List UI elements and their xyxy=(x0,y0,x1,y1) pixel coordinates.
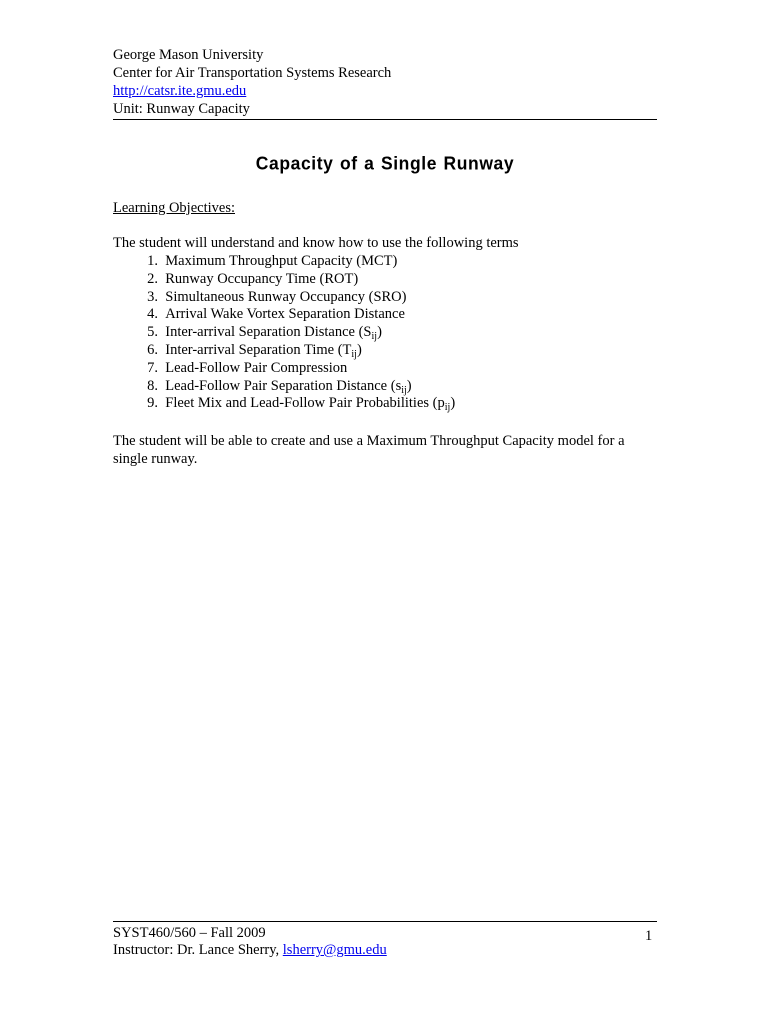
course-label: SYST460/560 – Fall 2009 xyxy=(113,925,266,941)
list-item-text: Simultaneous Runway Occupancy (SRO) xyxy=(165,288,407,305)
list-item-text: Lead-Follow Pair Compression xyxy=(165,359,348,376)
list-item-number: 7. xyxy=(147,359,158,376)
list-item-text: Arrival Wake Vortex Separation Distance xyxy=(165,306,405,323)
unit-label: Unit: Runway Capacity xyxy=(113,101,250,117)
list-item xyxy=(113,271,657,289)
list-item xyxy=(113,253,657,271)
list-item xyxy=(113,289,657,307)
list-item xyxy=(113,395,657,413)
instructor-email-link[interactable]: lsherry@gmu.edu xyxy=(282,942,387,958)
list-item-suffix: ) xyxy=(377,324,382,341)
subscript: ij xyxy=(401,384,407,396)
list-item-text: Fleet Mix and Lead-Follow Pair Probabilities (p xyxy=(165,395,445,412)
list-item-text: Inter-arrival Separation Distance (S xyxy=(165,324,372,341)
list-item-number: 5. xyxy=(147,324,158,341)
list-item-text: Runway Occupancy Time (ROT) xyxy=(165,270,359,287)
list-item-number: 1. xyxy=(147,253,158,269)
list-item-suffix: ) xyxy=(356,341,362,358)
list-item xyxy=(113,342,657,360)
list-item-text: Lead-Follow Pair Separation Distance (s xyxy=(165,377,402,394)
center-url-link[interactable]: http://catsr.ite.gmu.edu xyxy=(113,83,247,99)
list-item-suffix: ) xyxy=(406,377,412,394)
closing-paragraph: The student will be able to create and use a Maximum Throughput Capacity model for a single runway. xyxy=(113,433,625,467)
list-item-number: 4. xyxy=(147,306,158,323)
center-name: Center for Air Transportation Systems Research xyxy=(113,65,392,81)
list-item-text: Maximum Throughput Capacity (MCT) xyxy=(165,253,398,269)
list-item-number: 9. xyxy=(147,395,158,412)
list-item-text: Inter-arrival Separation Time (T xyxy=(165,341,352,358)
list-item-number: 6. xyxy=(147,341,158,358)
subscript: ij xyxy=(371,331,378,343)
document-title: Capacity of a Single Runway xyxy=(255,152,515,174)
page-header xyxy=(113,46,657,118)
list-item-suffix: ) xyxy=(450,395,456,412)
list-item-number: 2. xyxy=(147,270,158,287)
objectives-list xyxy=(113,253,657,413)
list-item-number: 8. xyxy=(147,377,158,394)
list-item xyxy=(113,360,657,378)
subscript: ij xyxy=(351,348,357,360)
objectives-intro: The student will understand and know how to use the following terms xyxy=(113,235,519,251)
page-footer xyxy=(113,925,657,959)
subscript: ij xyxy=(444,402,451,414)
list-item xyxy=(113,324,657,342)
page-number: 1 xyxy=(645,928,653,944)
instructor-label: Instructor: Dr. Lance Sherry, xyxy=(113,942,283,958)
list-item-number: 3. xyxy=(147,288,158,305)
footer-divider xyxy=(113,921,657,922)
institution-name: George Mason University xyxy=(113,47,264,63)
list-item xyxy=(113,378,657,396)
header-divider xyxy=(113,119,657,120)
list-item xyxy=(113,306,657,324)
learning-objectives-heading: Learning Objectives: xyxy=(113,200,235,216)
